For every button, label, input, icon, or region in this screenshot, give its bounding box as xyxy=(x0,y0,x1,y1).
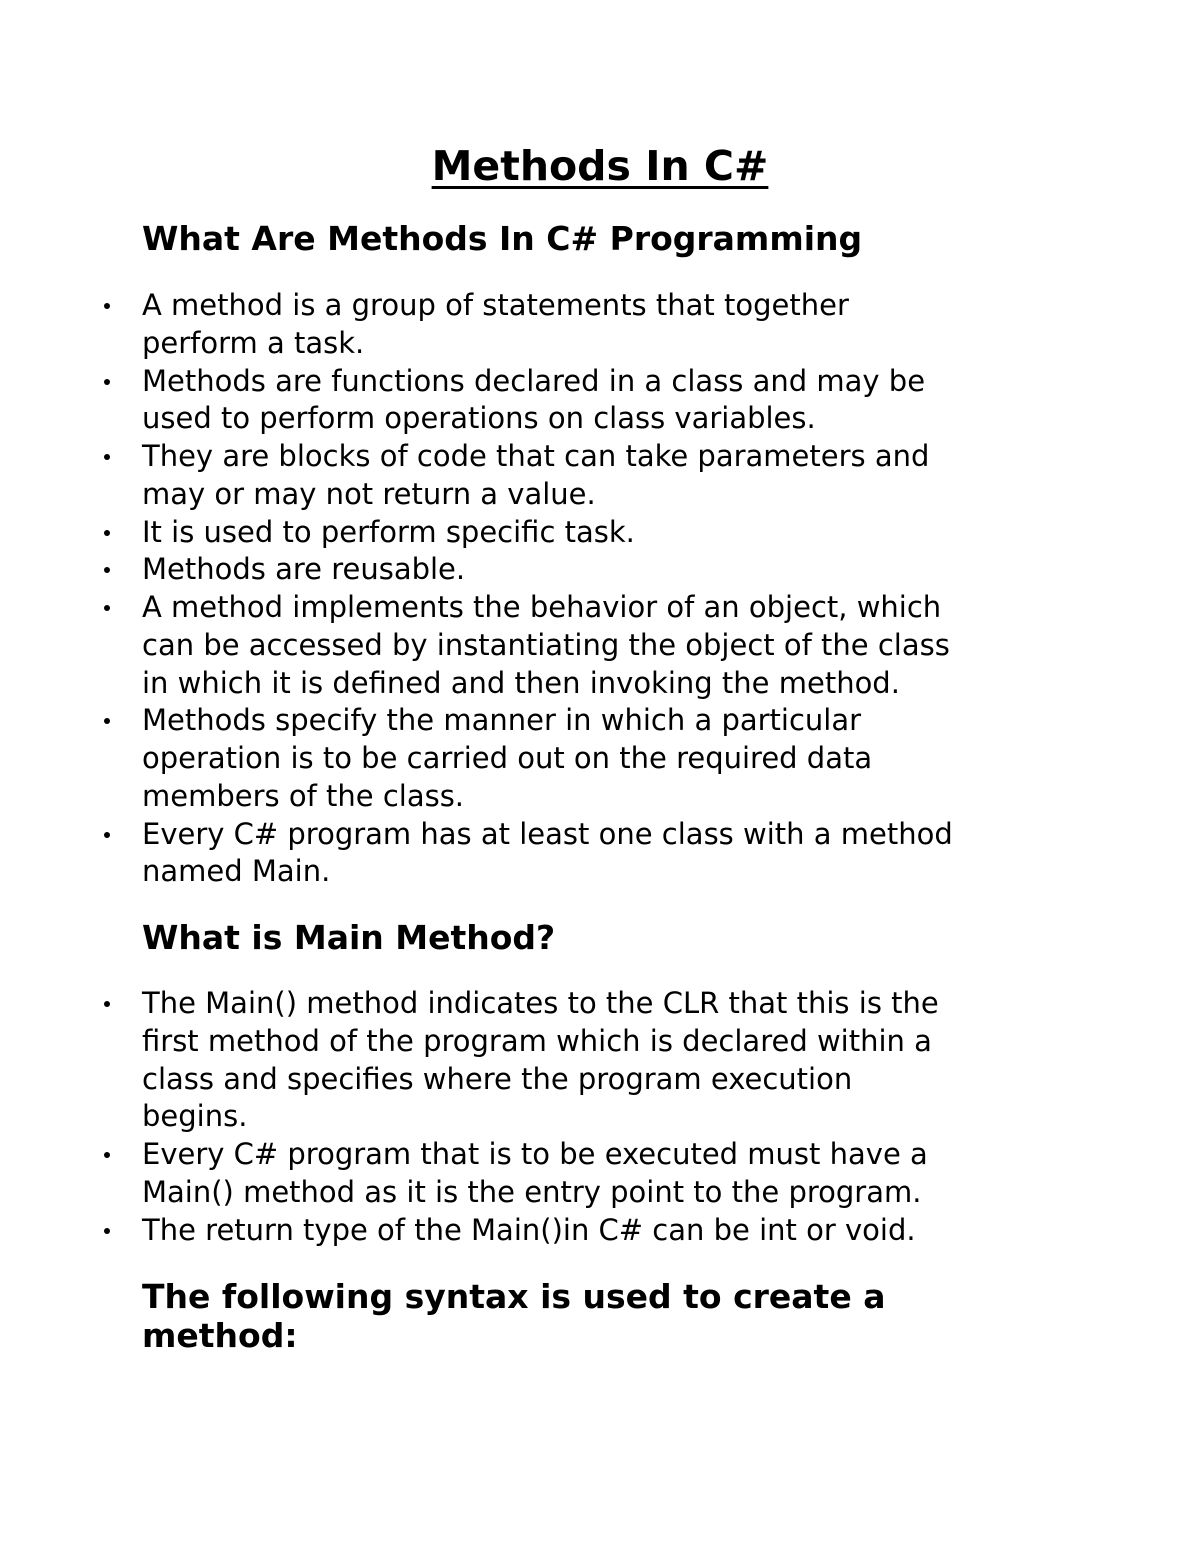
bullet-icon xyxy=(104,530,110,536)
page-title xyxy=(0,138,1200,194)
bullet-icon xyxy=(104,605,110,611)
list-item xyxy=(0,514,1100,552)
list-item-text: Every C# program that is to be executed must have a Main() method as it is the entry point to the program. xyxy=(142,1137,928,1209)
list-item-text: The return type of the Main()in C# can be int or void. xyxy=(142,1212,916,1247)
list-item-text: It is used to perform specific task. xyxy=(142,514,635,549)
list-item xyxy=(0,287,1100,363)
section-heading-what-are-methods: What Are Methods In C# Programming xyxy=(142,219,863,258)
bullet-icon xyxy=(104,454,110,460)
list-item xyxy=(0,438,1100,514)
list-item-text: A method implements the behavior of an object, which can be accessed by instantiating the object of the class in which it is defined and then invoking the method. xyxy=(142,590,950,700)
section-heading-syntax: The following syntax is used to create a method: xyxy=(142,1277,886,1355)
list-item xyxy=(0,702,1100,815)
list-item xyxy=(0,1136,1100,1212)
list-item xyxy=(0,816,1100,892)
list-item-text: The Main() method indicates to the CLR that this is the first method of the program which is declared within a class and specifies where the program execution begins. xyxy=(142,986,939,1134)
list-item-text: Methods are functions declared in a class and may be used to perform operations on class variables. xyxy=(142,363,926,436)
list-item-text: They are blocks of code that can take parameters and may or may not return a value. xyxy=(142,439,930,511)
list-item xyxy=(0,363,1100,439)
bullet-icon xyxy=(104,1228,110,1234)
bullet-list-main-method xyxy=(0,985,1100,1249)
bullet-icon xyxy=(104,1152,110,1158)
bullet-icon xyxy=(104,718,110,724)
list-item xyxy=(0,551,1100,589)
bullet-icon xyxy=(104,567,110,573)
list-item-text: Every C# program has at least one class with a method named Main. xyxy=(142,816,953,889)
bullet-icon xyxy=(104,1001,110,1007)
list-item-text: Methods are reusable. xyxy=(142,552,466,587)
list-item xyxy=(0,1212,1100,1250)
bullet-list-what-are-methods xyxy=(0,287,1100,891)
list-item-text: Methods specify the manner in which a particular operation is to be carried out on the required data members of the class. xyxy=(142,703,873,813)
bullet-icon xyxy=(104,303,110,309)
list-item xyxy=(0,589,1100,702)
list-item-text: A method is a group of statements that together perform a task. xyxy=(142,288,849,360)
section-heading-main-method: What is Main Method? xyxy=(142,918,556,957)
page-title-text: Methods In C# xyxy=(431,142,769,190)
list-item xyxy=(0,985,1100,1136)
bullet-icon xyxy=(104,832,110,838)
bullet-icon xyxy=(104,379,110,385)
